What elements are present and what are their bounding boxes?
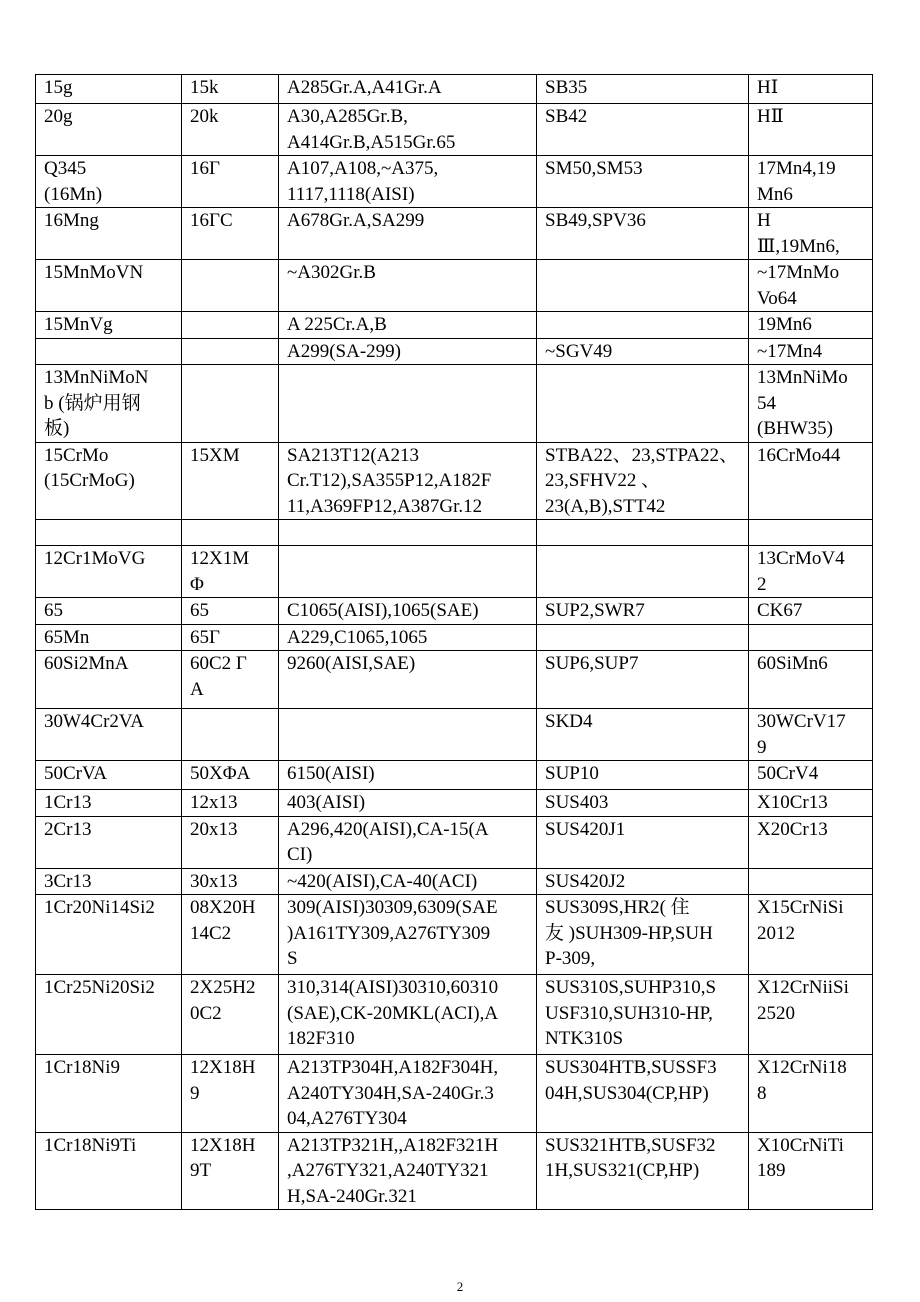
russia-grade-cell: 50XΦA — [182, 761, 279, 790]
table-row — [36, 260, 873, 312]
usa-grade-cell: A229,C1065,1065 — [279, 624, 537, 651]
germany-grade-cell — [749, 520, 873, 546]
table-row — [36, 624, 873, 651]
china-grade-cell: 30W4Cr2VA — [36, 709, 182, 761]
russia-grade-cell: 12X1M Φ — [182, 546, 279, 598]
japan-grade-cell: SUS321HTB,SUSF32 1H,SUS321(CP,HP) — [537, 1132, 749, 1210]
japan-grade-cell: SB49,SPV36 — [537, 208, 749, 260]
usa-grade-cell: A30,A285Gr.B, A414Gr.B,A515Gr.65 — [279, 104, 537, 156]
table-row — [36, 520, 873, 546]
usa-grade-cell — [279, 520, 537, 546]
germany-grade-cell: CK67 — [749, 598, 873, 625]
usa-grade-cell: A299(SA-299) — [279, 338, 537, 365]
germany-grade-cell: HⅠ — [749, 75, 873, 104]
japan-grade-cell: SUS403 — [537, 790, 749, 817]
japan-grade-cell: SUP2,SWR7 — [537, 598, 749, 625]
table-row — [36, 790, 873, 817]
germany-grade-cell: ~17Mn4 — [749, 338, 873, 365]
china-grade-cell: 1Cr18Ni9 — [36, 1055, 182, 1133]
table-row — [36, 598, 873, 625]
usa-grade-cell: 310,314(AISI)30310,60310 (SAE),CK-20MKL(ACI),A 182F310 — [279, 975, 537, 1055]
russia-grade-cell: 12x13 — [182, 790, 279, 817]
germany-grade-cell: X10CrNiTi 189 — [749, 1132, 873, 1210]
russia-grade-cell: 08X20H 14C2 — [182, 895, 279, 975]
germany-grade-cell: X10Cr13 — [749, 790, 873, 817]
russia-grade-cell: 20k — [182, 104, 279, 156]
germany-grade-cell: HⅡ — [749, 104, 873, 156]
russia-grade-cell: 12X18H 9T — [182, 1132, 279, 1210]
usa-grade-cell: SA213T12(A213 Cr.T12),SA355P12,A182F 11,A369FP12,A387Gr.12 — [279, 442, 537, 520]
japan-grade-cell: ~SGV49 — [537, 338, 749, 365]
japan-grade-cell: SUS420J1 — [537, 816, 749, 868]
table-row — [36, 75, 873, 104]
japan-grade-cell — [537, 624, 749, 651]
table-body — [36, 75, 873, 1210]
china-grade-cell: 1Cr18Ni9Ti — [36, 1132, 182, 1210]
russia-grade-cell: 60C2 Γ A — [182, 651, 279, 709]
germany-grade-cell: ~17MnMo Vo64 — [749, 260, 873, 312]
usa-grade-cell: 9260(AISI,SAE) — [279, 651, 537, 709]
russia-grade-cell — [182, 338, 279, 365]
russia-grade-cell: 65 — [182, 598, 279, 625]
russia-grade-cell: 16Γ — [182, 156, 279, 208]
usa-grade-cell: 403(AISI) — [279, 790, 537, 817]
germany-grade-cell: X12CrNi18 8 — [749, 1055, 873, 1133]
china-grade-cell: 1Cr20Ni14Si2 — [36, 895, 182, 975]
japan-grade-cell: SUP6,SUP7 — [537, 651, 749, 709]
germany-grade-cell: H Ⅲ,19Mn6, — [749, 208, 873, 260]
usa-grade-cell: ~A302Gr.B — [279, 260, 537, 312]
germany-grade-cell: 13MnNiMo 54 (BHW35) — [749, 365, 873, 443]
russia-grade-cell — [182, 520, 279, 546]
table-row — [36, 104, 873, 156]
usa-grade-cell: A678Gr.A,SA299 — [279, 208, 537, 260]
table-row — [36, 1055, 873, 1133]
table-row — [36, 338, 873, 365]
japan-grade-cell: SUS310S,SUHP310,S USF310,SUH310-HP, NTK310S — [537, 975, 749, 1055]
china-grade-cell: 3Cr13 — [36, 868, 182, 895]
table-row — [36, 868, 873, 895]
usa-grade-cell: A296,420(AISI),CA-15(A CI) — [279, 816, 537, 868]
usa-grade-cell: 6150(AISI) — [279, 761, 537, 790]
japan-grade-cell — [537, 520, 749, 546]
germany-grade-cell: 13CrMoV4 2 — [749, 546, 873, 598]
germany-grade-cell — [749, 624, 873, 651]
germany-grade-cell: 30WCrV17 9 — [749, 709, 873, 761]
germany-grade-cell: X15CrNiSi 2012 — [749, 895, 873, 975]
usa-grade-cell: 309(AISI)30309,6309(SAE )A161TY309,A276TY309 S — [279, 895, 537, 975]
russia-grade-cell: 2X25H2 0C2 — [182, 975, 279, 1055]
japan-grade-cell — [537, 312, 749, 339]
china-grade-cell: 15MnMoVN — [36, 260, 182, 312]
germany-grade-cell: X12CrNiiSi 2520 — [749, 975, 873, 1055]
russia-grade-cell: 20x13 — [182, 816, 279, 868]
china-grade-cell: 15MnVg — [36, 312, 182, 339]
japan-grade-cell: SUS304HTB,SUSSF3 04H,SUS304(CP,HP) — [537, 1055, 749, 1133]
china-grade-cell: 15g — [36, 75, 182, 104]
russia-grade-cell: 15k — [182, 75, 279, 104]
usa-grade-cell: A107,A108,~A375, 1117,1118(AISI) — [279, 156, 537, 208]
russia-grade-cell: 30x13 — [182, 868, 279, 895]
table-row — [36, 816, 873, 868]
china-grade-cell: 1Cr13 — [36, 790, 182, 817]
germany-grade-cell: 50CrV4 — [749, 761, 873, 790]
china-grade-cell — [36, 338, 182, 365]
germany-grade-cell — [749, 868, 873, 895]
china-grade-cell: 16Mng — [36, 208, 182, 260]
japan-grade-cell — [537, 546, 749, 598]
usa-grade-cell — [279, 546, 537, 598]
usa-grade-cell: A213TP321H,,A182F321H ,A276TY321,A240TY321 H,SA-240Gr.321 — [279, 1132, 537, 1210]
germany-grade-cell: X20Cr13 — [749, 816, 873, 868]
germany-grade-cell: 19Mn6 — [749, 312, 873, 339]
china-grade-cell: 15CrMo (15CrMoG) — [36, 442, 182, 520]
russia-grade-cell: 15XM — [182, 442, 279, 520]
russia-grade-cell — [182, 260, 279, 312]
usa-grade-cell: A213TP304H,A182F304H, A240TY304H,SA-240Gr.3 04,A276TY304 — [279, 1055, 537, 1133]
table-row — [36, 651, 873, 709]
china-grade-cell: 50CrVA — [36, 761, 182, 790]
china-grade-cell: 12Cr1MoVG — [36, 546, 182, 598]
table-row — [36, 312, 873, 339]
japan-grade-cell: SUP10 — [537, 761, 749, 790]
usa-grade-cell: A 225Cr.A,B — [279, 312, 537, 339]
table-row — [36, 975, 873, 1055]
china-grade-cell: Q345 (16Mn) — [36, 156, 182, 208]
table-row — [36, 895, 873, 975]
usa-grade-cell — [279, 709, 537, 761]
table-row — [36, 761, 873, 790]
table-row — [36, 208, 873, 260]
russia-grade-cell — [182, 312, 279, 339]
table-row — [36, 156, 873, 208]
russia-grade-cell: 16ΓC — [182, 208, 279, 260]
table-row — [36, 365, 873, 443]
russia-grade-cell — [182, 709, 279, 761]
usa-grade-cell: ~420(AISI),CA-40(ACI) — [279, 868, 537, 895]
china-grade-cell: 13MnNiMoN b (锅炉用钢 板) — [36, 365, 182, 443]
china-grade-cell: 60Si2MnA — [36, 651, 182, 709]
japan-grade-cell — [537, 365, 749, 443]
russia-grade-cell — [182, 365, 279, 443]
japan-grade-cell: SKD4 — [537, 709, 749, 761]
page-number: 2 — [456, 1279, 464, 1294]
china-grade-cell: 65 — [36, 598, 182, 625]
japan-grade-cell: SUS309S,HR2( 住 友 )SUH309-HP,SUH P-309, — [537, 895, 749, 975]
usa-grade-cell: C1065(AISI),1065(SAE) — [279, 598, 537, 625]
russia-grade-cell: 12X18H 9 — [182, 1055, 279, 1133]
japan-grade-cell: SM50,SM53 — [537, 156, 749, 208]
steel-grade-comparison-table — [35, 74, 873, 1210]
usa-grade-cell: A285Gr.A,A41Gr.A — [279, 75, 537, 104]
germany-grade-cell: 60SiMn6 — [749, 651, 873, 709]
china-grade-cell: 65Mn — [36, 624, 182, 651]
japan-grade-cell: SB42 — [537, 104, 749, 156]
table-row — [36, 442, 873, 520]
russia-grade-cell: 65Γ — [182, 624, 279, 651]
table-row — [36, 709, 873, 761]
germany-grade-cell: 16CrMo44 — [749, 442, 873, 520]
table-row — [36, 546, 873, 598]
japan-grade-cell — [537, 260, 749, 312]
china-grade-cell: 1Cr25Ni20Si2 — [36, 975, 182, 1055]
china-grade-cell — [36, 520, 182, 546]
china-grade-cell: 20g — [36, 104, 182, 156]
china-grade-cell: 2Cr13 — [36, 816, 182, 868]
germany-grade-cell: 17Mn4,19 Mn6 — [749, 156, 873, 208]
japan-grade-cell: STBA22、23,STPA22、 23,SFHV22 、 23(A,B),STT42 — [537, 442, 749, 520]
table-row — [36, 1132, 873, 1210]
japan-grade-cell: SUS420J2 — [537, 868, 749, 895]
usa-grade-cell — [279, 365, 537, 443]
japan-grade-cell: SB35 — [537, 75, 749, 104]
